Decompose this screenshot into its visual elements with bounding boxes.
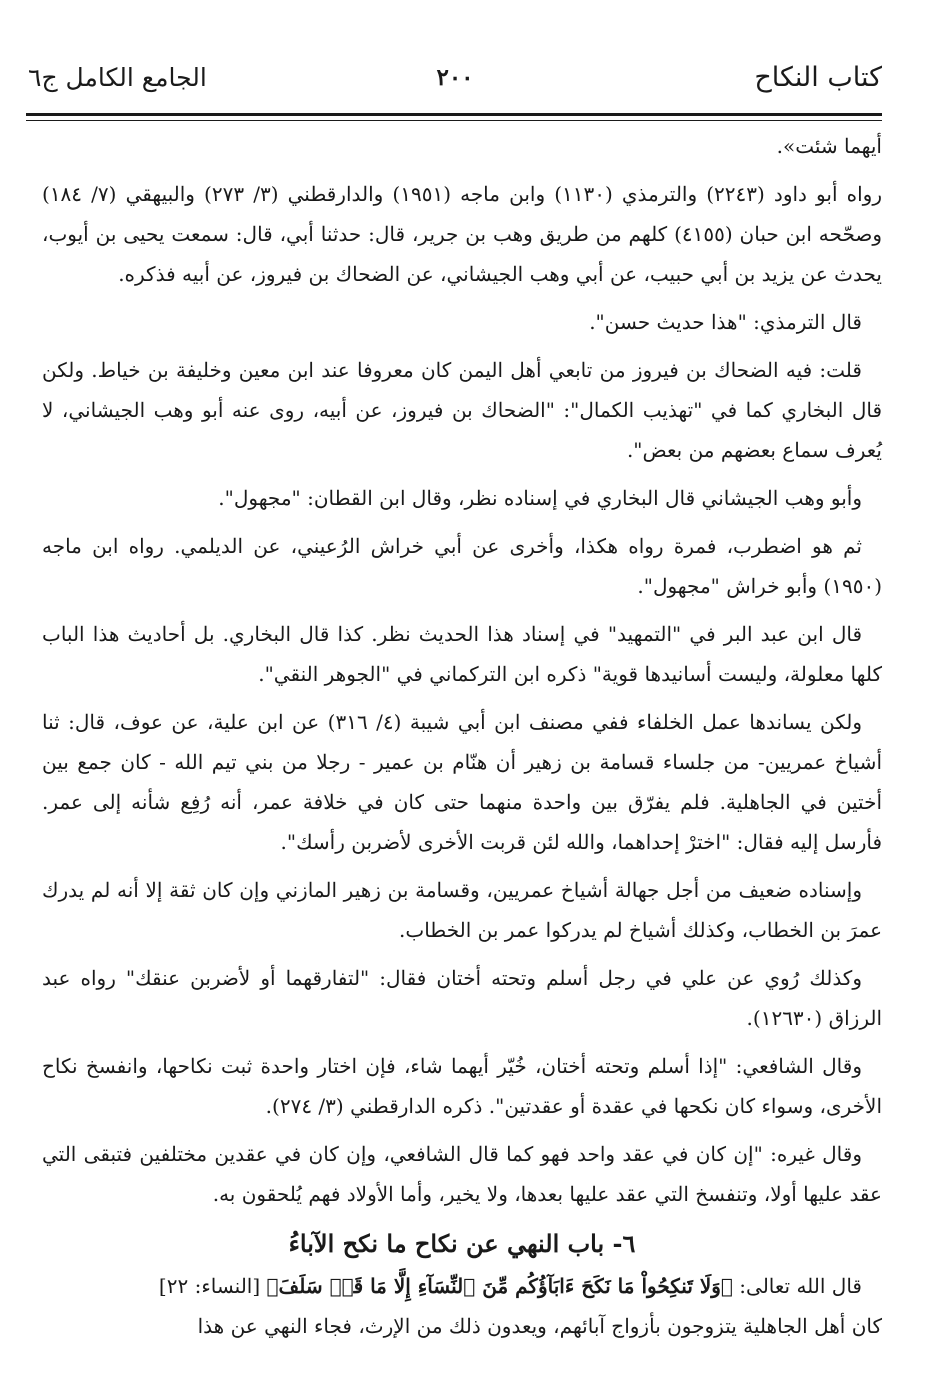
closing-paragraph: كان أهل الجاهلية يتزوجون بأزواج آبائهم، ويعدون ذلك من الإرث، فجاء النهي عن هذا <box>197 1314 882 1338</box>
volume-title: الجامع الكامل ج٦ <box>28 63 207 92</box>
paragraph-6: ثم هو اضطرب، فمرة رواه هكذا، وأخرى عن أبي خراش الرُعيني، عن الديلمي. رواه ابن ماجه (١٩٥٠) وأبو خراش "مجهول". <box>42 534 882 598</box>
verse-text: ﴿وَلَا تَنكِحُواْ مَا نَكَحَ ءَابَآؤُكُم مِّنَ ٱلنِّسَآءِ إِلَّا مَا قَدۡ سَلَفَ﴾ <box>266 1274 733 1298</box>
page-body <box>42 126 882 1354</box>
verse-reference: [النساء: ٢٢] <box>158 1274 261 1298</box>
paragraph-11: وقال الشافعي: "إذا أسلم وتحته أختان، خُيّر أيهما شاء، فإن اختار واحدة ثبت نكاحها، وانفسخ نكاح الأخرى، وسواء كان نكحها في عقدة أو عقدتين". ذكره الدارقطني (٣/ ٢٧٤). <box>42 1054 882 1118</box>
verse-intro: قال الله تعالى: <box>739 1274 862 1298</box>
chapter-title: ٦- باب النهي عن نكاح ما نكح الآباءُ <box>288 1229 636 1258</box>
paragraph-8: ولكن يساندها عمل الخلفاء ففي مصنف ابن أبي شيبة (٤/ ٣١٦) عن ابن علية، عن عوف، قال: ثنا أشياخ عمريين- من جلساء قسامة بن زهير أن هنّام بن عمير - رجلا من بني تيم الله - كان جمع بين أختين في الجاهلية. فلم يفرّق بين واحدة منهما حتى كان في خلافة عمر، أنه رُفِع شأنه إلى عمر. فأرسل إليه فقال: "اخترْ إحداهما، والله لئن قربت الأخرى لأضربن رأسك". <box>42 710 882 854</box>
header-rule-thin <box>26 120 882 121</box>
paragraph-4: قلت: فيه الضحاك بن فيروز من تابعي أهل اليمن كان معروفا عند ابن معين وخليفة بن خياط. ولكن قال البخاري كما في "تهذيب الكمال": "الضحاك بن فيروز، عن أبيه، روى عنه أبو وهب الجيشاني، لا يُعرف سماع بعضهم من بعض". <box>42 358 882 462</box>
paragraph-12: وقال غيره: "إن كان في عقد واحد فهو كما قال الشافعي، وإن كان في عقدين مختلفين فتبقى التي عقد عليها أولا، وتنفسخ التي عقد عليها بعدها، ولا يخير، وأما الأولاد فهم يُلحقون به. <box>42 1142 882 1206</box>
paragraph-7: قال ابن عبد البر في "التمهيد" في إسناد هذا الحديث نظر. كذا قال البخاري. بل أحاديث هذا الباب كلها معلولة، وليست أسانيدها قوية" ذكره ابن التركماني في "الجوهر النقي". <box>42 622 882 686</box>
paragraph-3: قال الترمذي: "هذا حديث حسن". <box>589 310 862 334</box>
page-number: ٢٠٠ <box>436 64 474 91</box>
page-header <box>28 58 882 108</box>
paragraph-9: وإسناده ضعيف من أجل جهالة أشياخ عمريين، وقسامة بن زهير المازني وإن كان ثقة إلا أنه لم يدرك عمرَ بن الخطاب، وكذلك أشياخ لم يدركوا عمر بن الخطاب. <box>42 878 882 942</box>
paragraph-5: وأبو وهب الجيشاني قال البخاري في إسناده نظر، وقال ابن القطان: "مجهول". <box>218 486 862 510</box>
paragraph-2: رواه أبو داود (٢٢٤٣) والترمذي (١١٣٠) وابن ماجه (١٩٥١) والدارقطني (٣/ ٢٧٣) والبيهقي (٧/ ١٨٤) وصحّحه ابن حبان (٤١٥٥) كلهم من طريق وهب بن جرير، قال: حدثنا أبي، قال: سمعت يحيى بن أيوب، يحدث عن يزيد بن أبي حبيب، عن أبي وهب الجيشاني، عن الضحاك بن فيروز، عن أبيه فذكره. <box>42 182 882 286</box>
paragraph-10: وكذلك رُوي عن علي في رجل أسلم وتحته أختان فقال: "لتفارقهما أو لأضربن عنقك" رواه عبد الرزاق (١٢٦٣٠). <box>42 966 882 1030</box>
header-rule-thick <box>26 113 882 116</box>
book-title: كتاب النكاح <box>754 62 882 93</box>
verse-line <box>42 1266 882 1306</box>
paragraph-1: أيهما شئت». <box>776 134 882 158</box>
